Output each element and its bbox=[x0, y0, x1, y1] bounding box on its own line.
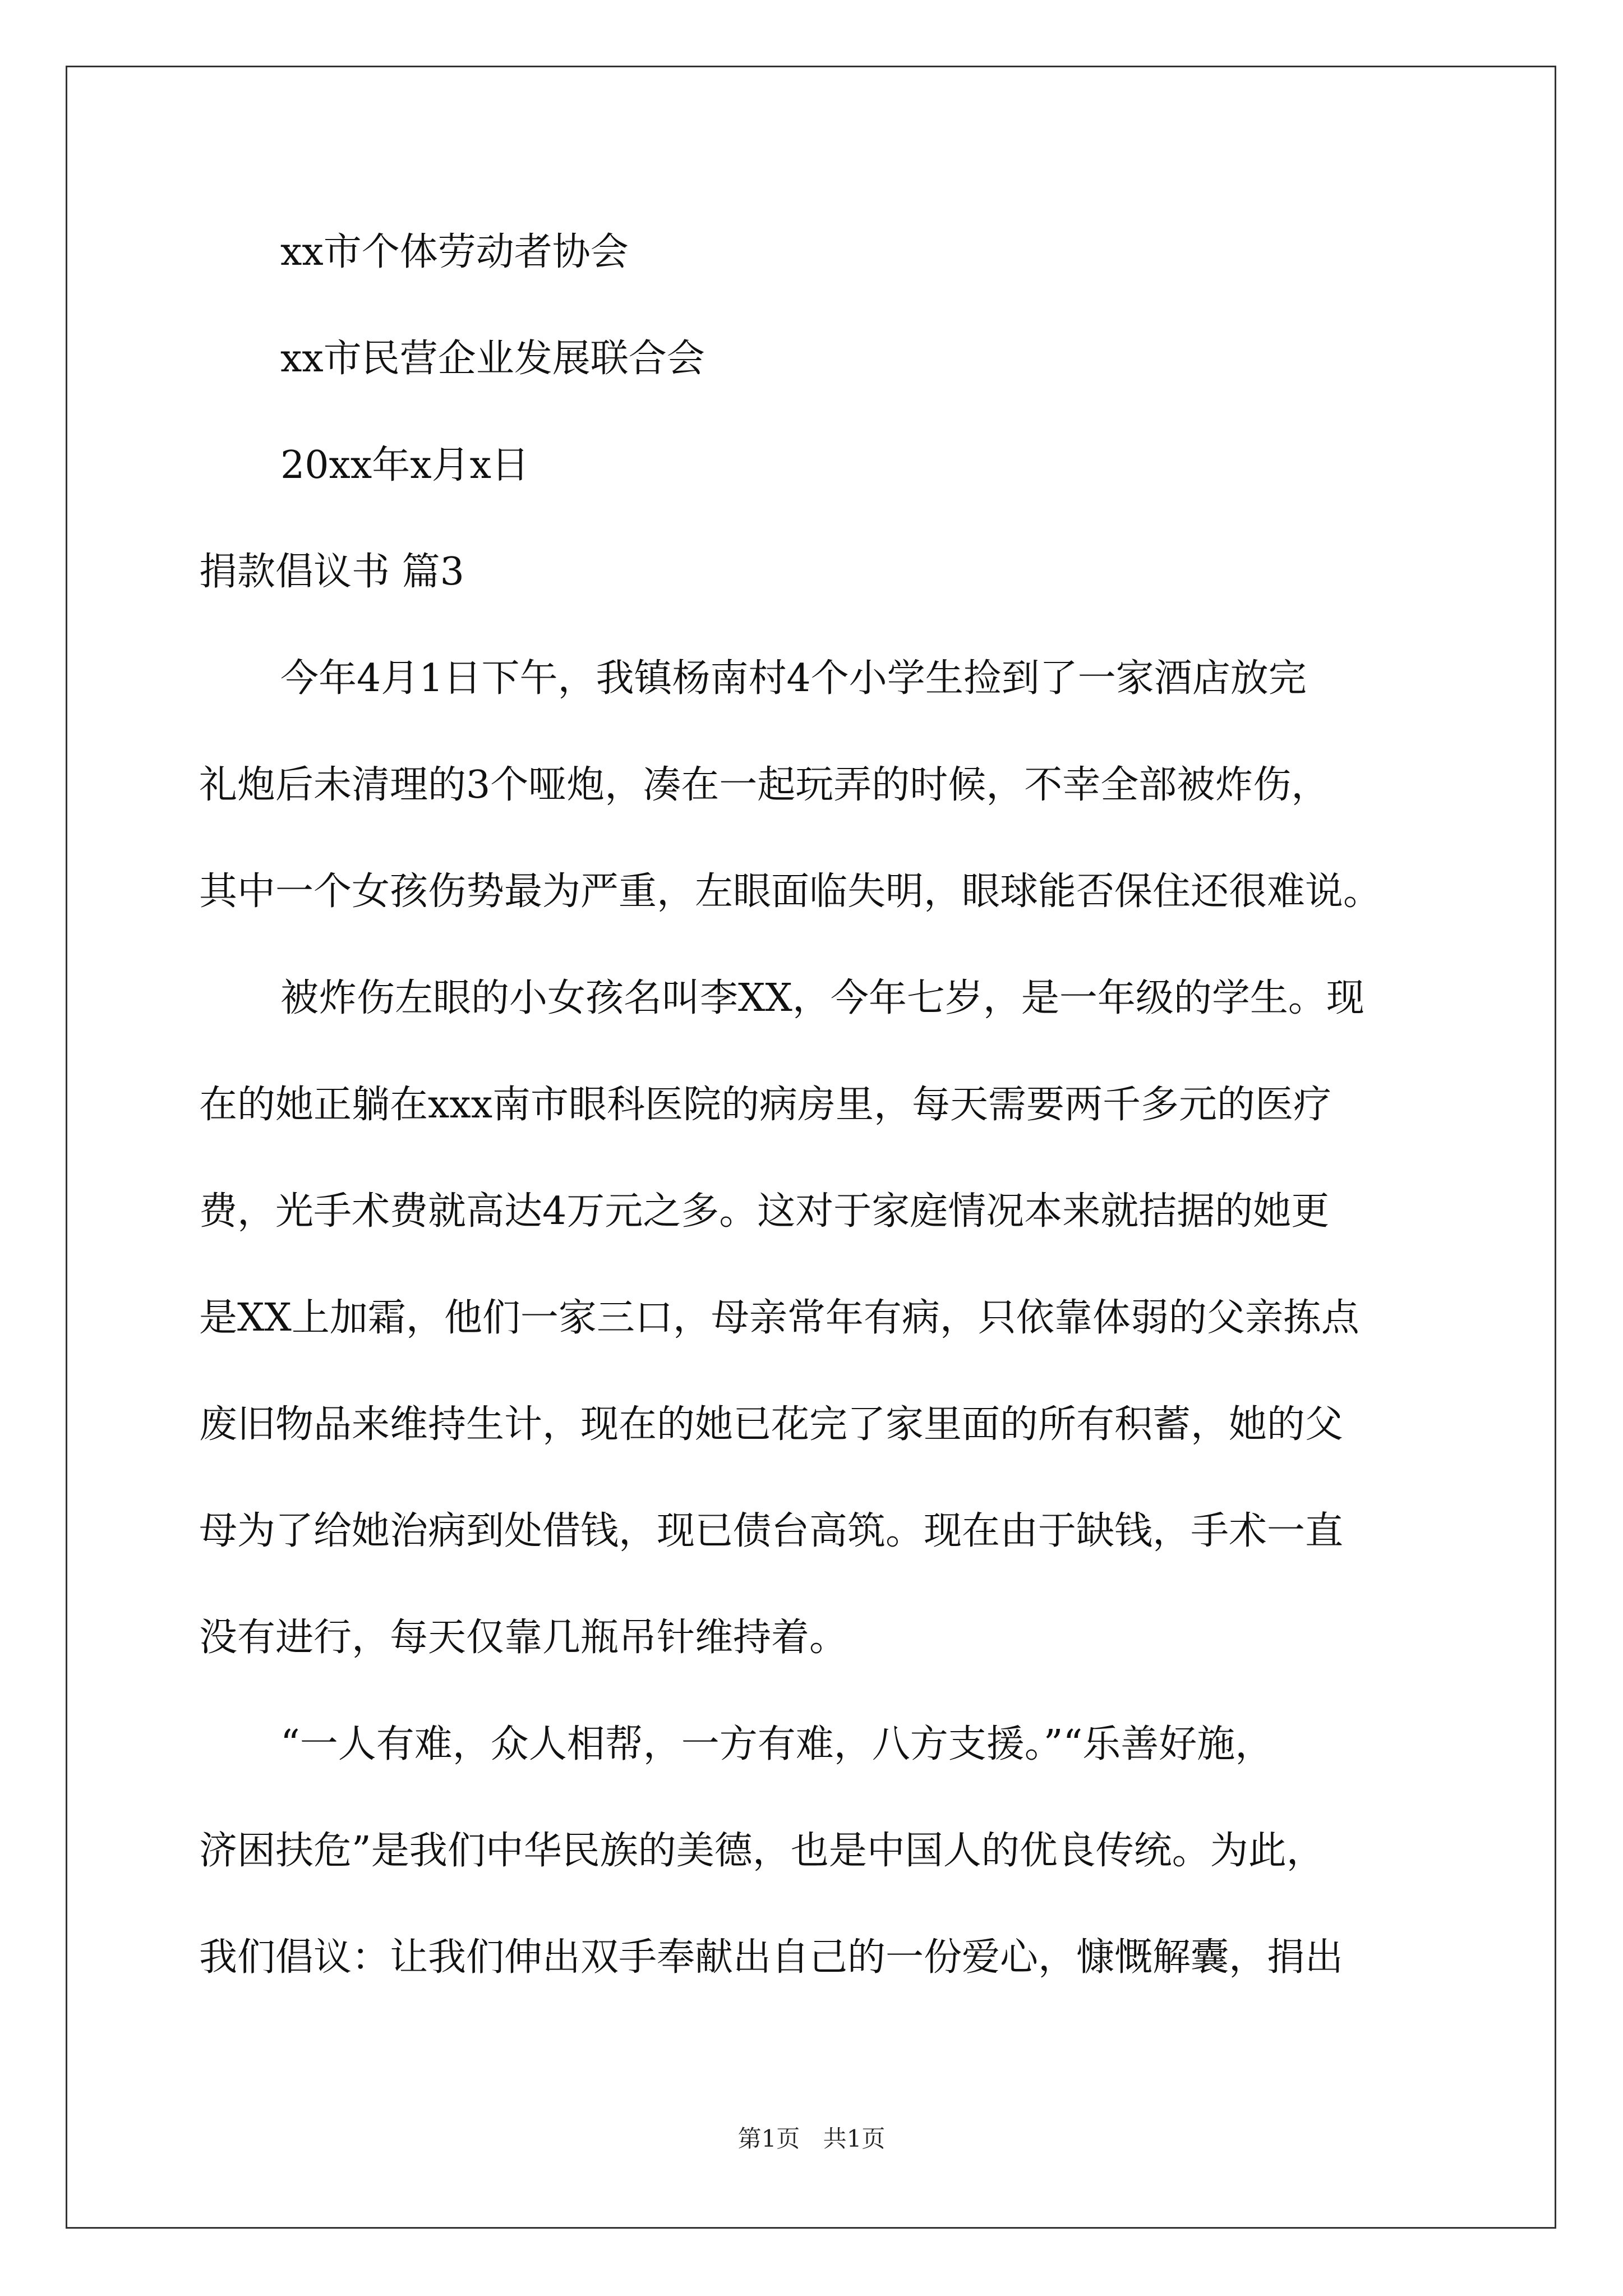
page-total: 共1页 bbox=[823, 2125, 886, 2152]
signature-line-2: xx市民营企业发展联合会 bbox=[280, 337, 705, 381]
signature-line-1: xx市个体劳动者协会 bbox=[280, 230, 629, 274]
page-border bbox=[66, 66, 1556, 2229]
page-number: 第1页 bbox=[737, 2125, 800, 2152]
paragraph-line: 母为了给她治病到处借钱，现已债台高筑。现在由于缺钱，手术一直 bbox=[199, 1509, 1344, 1553]
paragraph-line: 是XX上加霜，他们一家三口，母亲常年有病，只依靠体弱的父亲拣点 bbox=[199, 1296, 1359, 1340]
paragraph-line: 在的她正躺在xxx南市眼科医院的病房里，每天需要两千多元的医疗 bbox=[199, 1083, 1332, 1127]
signature-date: 20xx年x月x日 bbox=[280, 443, 529, 487]
paragraph-line: 费，光手术费就高达4万元之多。这对于家庭情况本来就拮据的她更 bbox=[199, 1189, 1330, 1234]
paragraph-line: “一人有难，众人相帮，一方有难，八方支援。”“乐善好施， bbox=[280, 1722, 1274, 1766]
paragraph-line: 今年4月1日下午，我镇杨南村4个小学生捡到了一家酒店放完 bbox=[280, 656, 1307, 701]
paragraph-line: 废旧物品来维持生计，现在的她已花完了家里面的所有积蓄，她的父 bbox=[199, 1402, 1344, 1447]
page-footer bbox=[0, 2125, 1623, 2153]
paragraph-line: 没有进行，每天仅靠几瓶吊针维持着。 bbox=[199, 1616, 848, 1660]
paragraph-line: 被炸伤左眼的小女孩名叫李XX，今年七岁，是一年级的学生。现 bbox=[280, 976, 1364, 1020]
section-title: 捐款倡议书 篇3 bbox=[199, 550, 464, 594]
paragraph-line: 其中一个女孩伤势最为严重，左眼面临失明，眼球能否保住还很难说。 bbox=[199, 869, 1382, 914]
paragraph-line: 礼炮后未清理的3个哑炮，凑在一起玩弄的时候，不幸全部被炸伤， bbox=[199, 763, 1330, 807]
paragraph-line: 我们倡议：让我们伸出双手奉献出自己的一份爱心，慷慨解囊，捐出 bbox=[199, 1935, 1344, 1980]
paragraph-line: 济困扶危”是我们中华民族的美德，也是中国人的优良传统。为此， bbox=[199, 1829, 1325, 1873]
